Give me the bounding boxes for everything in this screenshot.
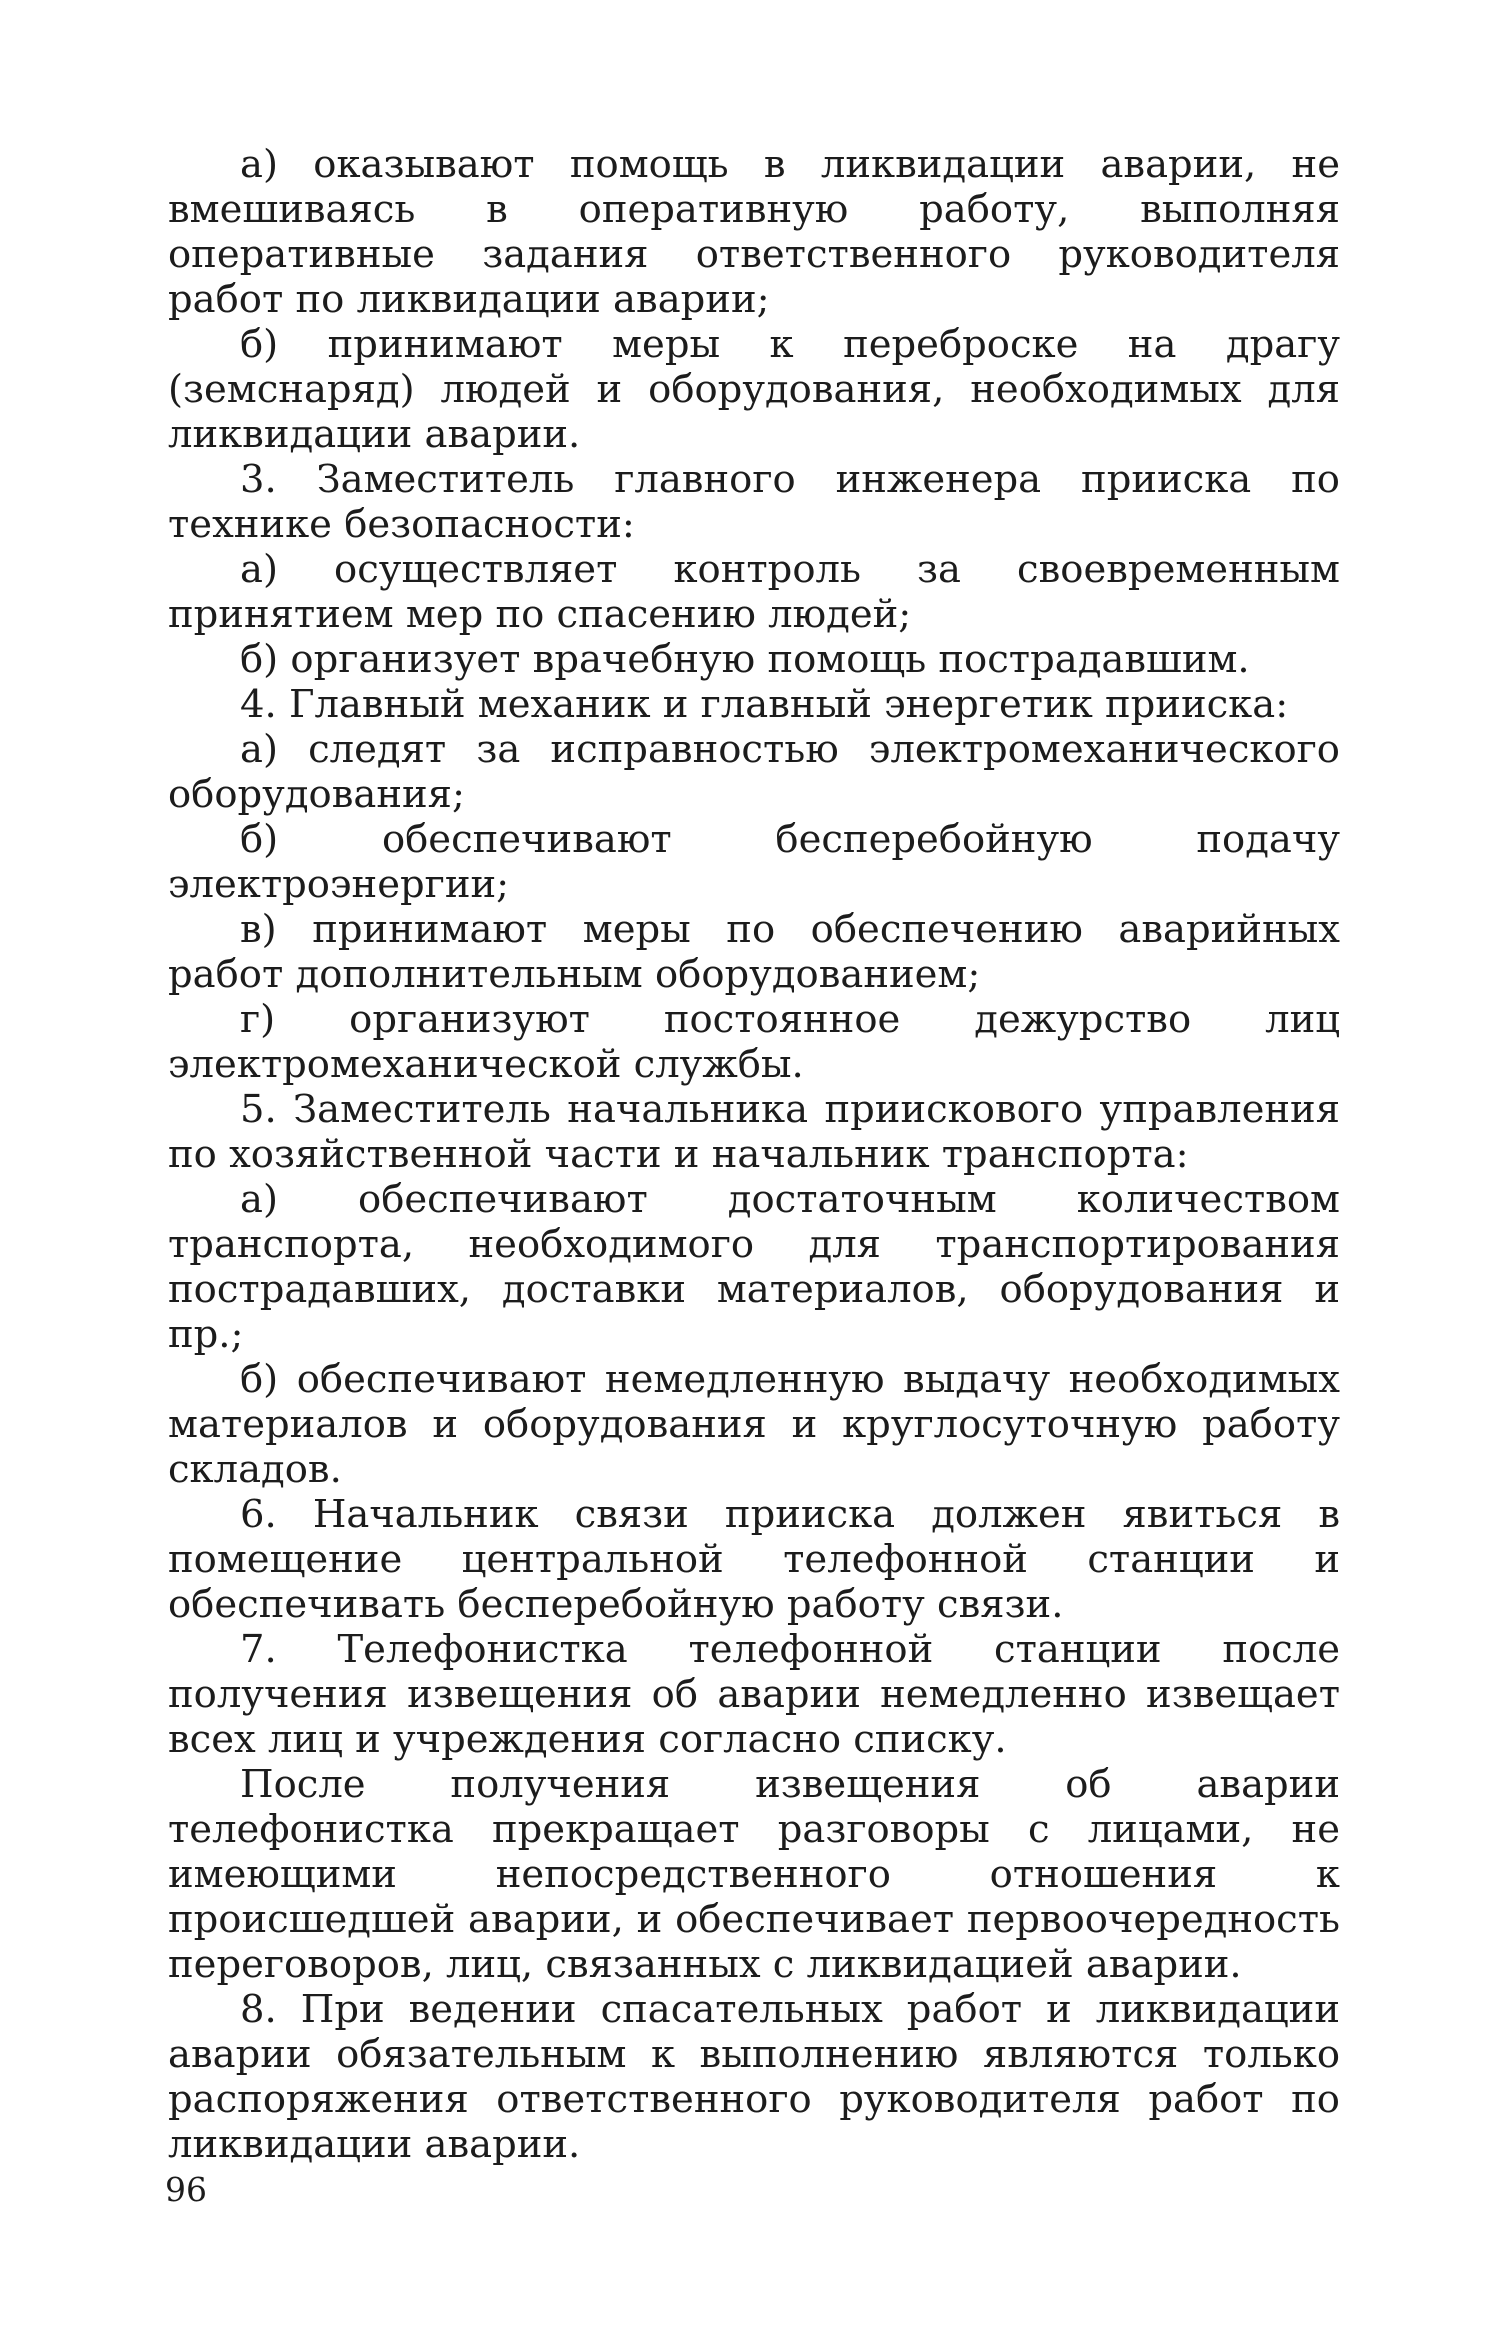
page-number: 96 [165, 2170, 207, 2209]
paragraph-11: 5. Заместитель начальника приискового управления по хозяйственной части и начальник транспорта: [168, 1087, 1340, 1177]
paragraph-15: 7. Телефонистка телефонной станции после получения извещения об аварии немедленно извещает всех лиц и учреждения согласно списку. [168, 1627, 1340, 1762]
paragraph-4: а) осуществляет контроль за своевременным принятием мер по спасению людей; [168, 547, 1340, 637]
paragraph-8: б) обеспечивают бесперебойную подачу электроэнергии; [168, 817, 1340, 907]
body-text [168, 142, 1340, 2167]
paragraph-6: 4. Главный механик и главный энергетик прииска: [240, 682, 1289, 727]
paragraph-10: г) организуют постоянное дежурство лиц электромеханической службы. [168, 997, 1340, 1087]
paragraph-12: а) обеспечивают достаточным количеством транспорта, необходимого для транспортирования пострадавших, доставки материалов, оборудования и пр.; [168, 1177, 1340, 1357]
paragraph-13: б) обеспечивают немедленную выдачу необходимых материалов и оборудования и круглосуточную работу складов. [168, 1357, 1340, 1492]
paragraph-17: 8. При ведении спасательных работ и ликвидации аварии обязательным к выполнению являются только распоряжения ответственного руководителя работ по ликвидации аварии. [168, 1987, 1340, 2167]
paragraph-3: 3. Заместитель главного инженера прииска по технике безопасности: [168, 457, 1340, 547]
paragraph-5: б) организует врачебную помощь пострадавшим. [240, 637, 1250, 682]
paragraph-2: б) принимают меры к переброске на драгу (земснаряд) людей и оборудования, необходимых для ликвидации аварии. [168, 322, 1340, 457]
paragraph-1: а) оказывают помощь в ликвидации аварии, не вмешиваясь в оперативную работу, выполняя оперативные задания ответственного руководителя работ по ликвидации аварии; [168, 142, 1340, 322]
paragraph-16: После получения извещения об аварии телефонистка прекращает разговоры с лицами, не имеющими непосредственного отношения к происшедшей аварии, и обеспечивает первоочередность переговоров, лиц, связанных с ликвидацией аварии. [168, 1762, 1340, 1987]
paragraph-9: в) принимают меры по обеспечению аварийных работ дополнительным оборудованием; [168, 907, 1340, 997]
paragraph-14: 6. Начальник связи прииска должен явиться в помещение центральной телефонной станции и обеспечивать бесперебойную работу связи. [168, 1492, 1340, 1627]
paragraph-7: а) следят за исправностью электромеханического оборудования; [168, 727, 1340, 817]
